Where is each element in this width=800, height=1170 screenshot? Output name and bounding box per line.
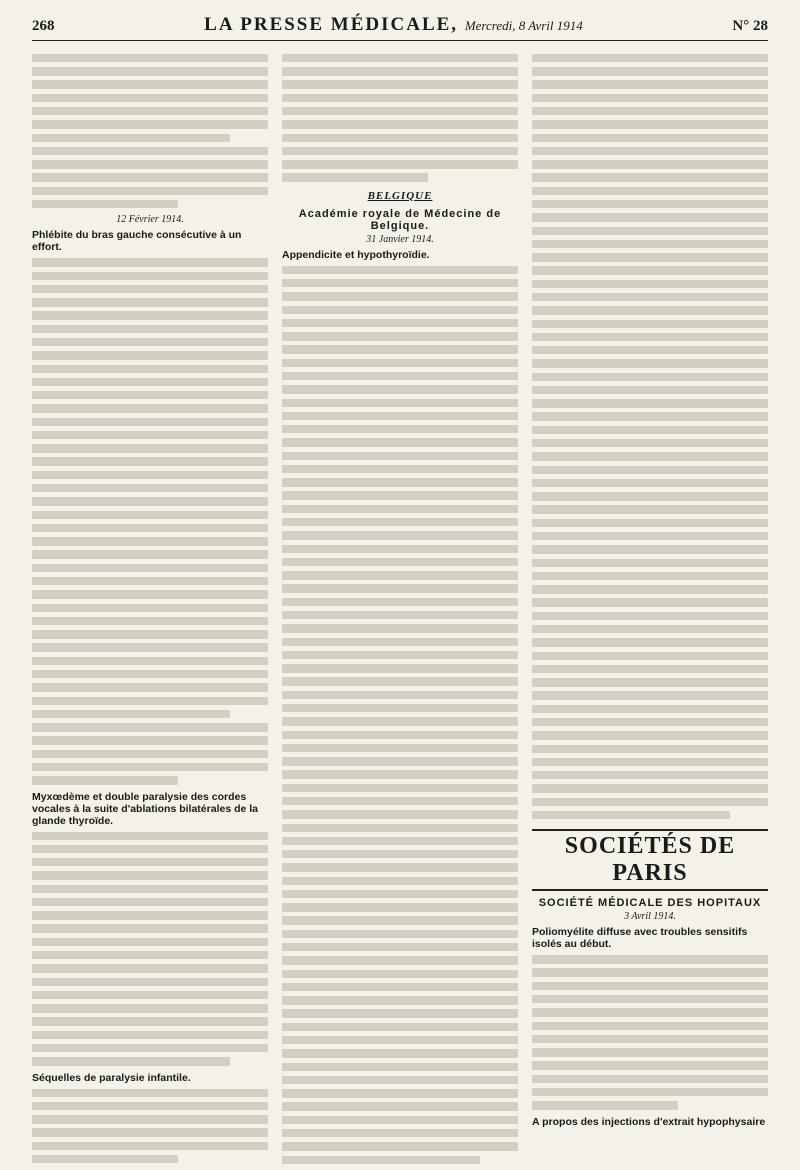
text-block (532, 955, 768, 1109)
article-heading: Appendicite et hypothyroïdie. (282, 248, 430, 261)
issue-number: N° 28 (732, 18, 768, 34)
session-date: 12 Février 1914. (116, 214, 184, 226)
page-number: 268 (32, 18, 55, 34)
society-title: SOCIÉTÉS DE PARIS (532, 829, 768, 891)
text-block (532, 54, 768, 819)
masthead (32, 14, 768, 41)
text-block (32, 832, 268, 1066)
column-left (32, 49, 268, 1170)
article-heading: Séquelles de paralysie infantile. (32, 1071, 191, 1084)
issue-date: Mercredi, 8 Avril 1914 (464, 18, 583, 33)
paper-name: LA PRESSE MÉDICALE, (204, 14, 459, 35)
session-date: 3 Avril 1914. (624, 911, 676, 923)
article-heading: Myxœdème et double paralysie des cordes vocales à la suite d'ablations bilatérales de la glande thyroïde. (32, 790, 259, 827)
text-block (282, 266, 518, 1164)
columns (32, 49, 768, 1170)
column-right (532, 49, 768, 1170)
article-heading: Poliomyélite diffuse avec troubles sensitifs isolés au début. (532, 926, 748, 951)
paper-title (204, 14, 583, 36)
academy-title: Académie royale de Médecine de Belgique. (298, 207, 502, 232)
text-block (32, 54, 268, 208)
text-block (32, 1089, 268, 1164)
session-date: 31 Janvier 1914. (366, 233, 434, 245)
text-block (32, 258, 268, 784)
article-heading: Phlébite du bras gauche consécutive à un effort. (32, 229, 242, 254)
article-heading: A propos des injections d'extrait hypophysaire (532, 1115, 766, 1128)
society-subtitle: SOCIÉTÉ MÉDICALE DES HOPITAUX (538, 897, 762, 910)
section-title: BELGIQUE (367, 189, 433, 202)
column-middle (282, 49, 518, 1170)
text-block (282, 54, 518, 182)
